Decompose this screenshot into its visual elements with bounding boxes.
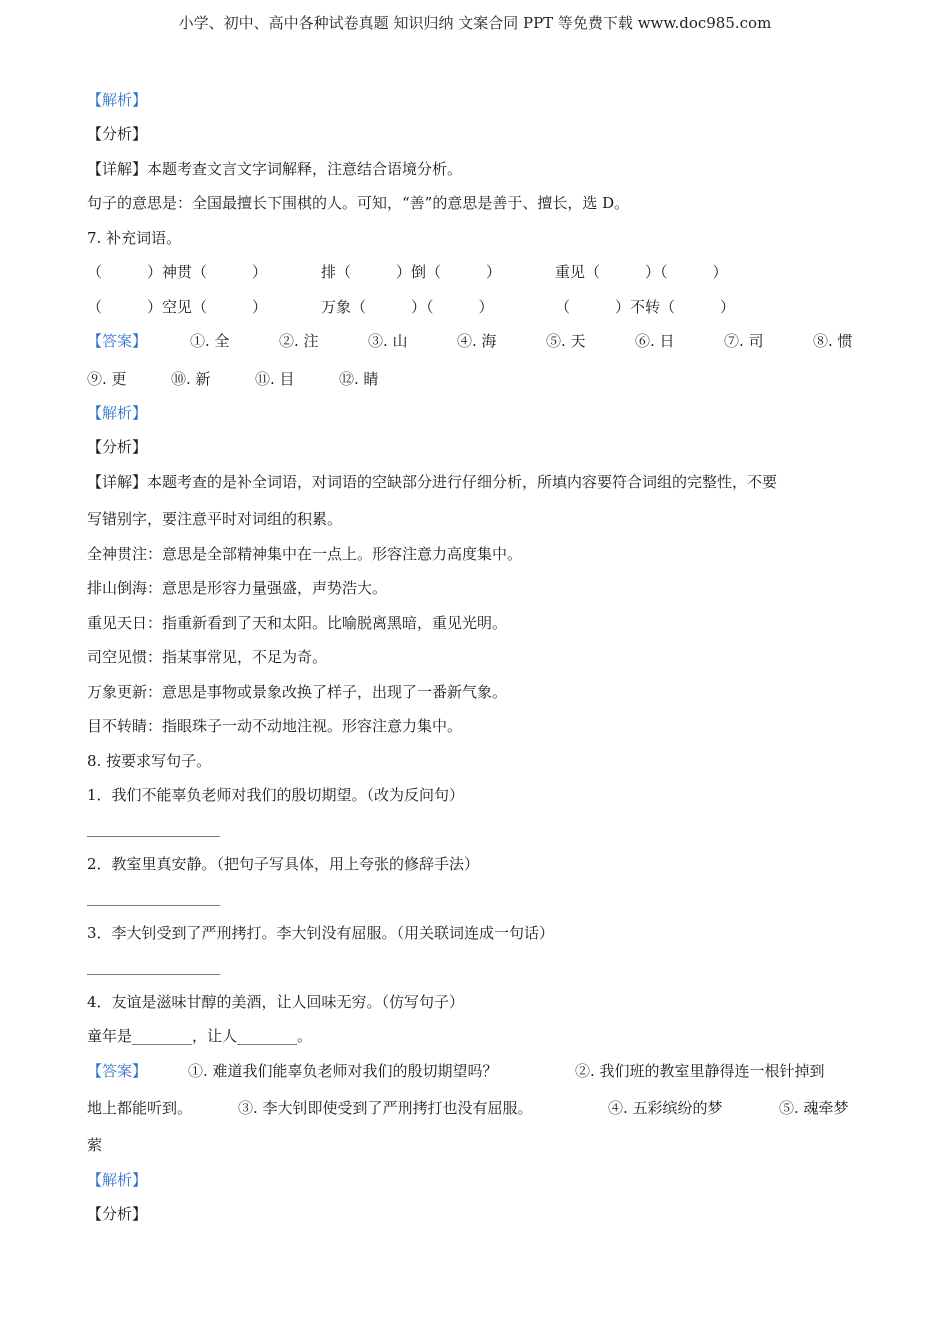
answer-blank-line [87, 905, 220, 906]
answer-item: ②. 注 [279, 332, 319, 350]
q8-item-2: 2．教室里真安静。（把句子写具体，用上夸张的修辞手法） [87, 855, 480, 873]
answer-label: 【答案】 [87, 332, 148, 350]
answer-label: 【答案】 [87, 1062, 148, 1080]
blank-phrase: 排（ ）倒（ ） [321, 263, 502, 281]
idiom-definition: 万象更新：意思是事物或景象改换了样子，出现了一番新气象。 [87, 683, 508, 701]
answer-item: ④. 五彩缤纷的梦 [608, 1099, 723, 1117]
question-8-title: 8. 按要求写句子。 [87, 752, 212, 770]
q8-fill-sentence: 童年是________，让人________。 [87, 1027, 313, 1045]
fenxi-label: 【分析】 [87, 125, 148, 143]
xiangjie-text: 【详解】本题考查文言文字词解释，注意结合语境分析。 [87, 160, 463, 178]
blank-phrase: （ ）神贯（ ） [87, 263, 268, 281]
answer-item: ⑫. 睛 [339, 370, 379, 388]
answer-item: ⑤. 魂牵梦 [779, 1099, 849, 1117]
q7-row-2 [87, 296, 863, 318]
jiexi-label: 【解析】 [87, 404, 148, 422]
idiom-definition: 全神贯注：意思是全部精神集中在一点上。形容注意力高度集中。 [87, 545, 523, 563]
q8-item-4: 4．友谊是滋味甘醇的美酒，让人回味无穷。（仿写句子） [87, 993, 465, 1011]
answer-item: ⑧. 惯 [813, 332, 853, 350]
idiom-definition: 司空见惯：指某事常见，不足为奇。 [87, 648, 328, 666]
xiangjie-text-cont: 写错别字，要注意平时对词组的积累。 [87, 510, 343, 528]
answer-item: ③. 山 [368, 332, 408, 350]
fenxi-label: 【分析】 [87, 438, 148, 456]
q8-item-3: 3．李大钊受到了严刑拷打。李大钊没有屈服。（用关联词连成一句话） [87, 924, 555, 942]
answer-item: ⑦. 司 [724, 332, 764, 350]
jiexi-label: 【解析】 [87, 91, 148, 109]
page-header: 小学、初中、高中各种试卷真题 知识归纳 文案合同 PPT 等免费下载 www.doc985.com [178, 14, 772, 32]
idiom-definition: 排山倒海：意思是形容力量强盛，声势浩大。 [87, 579, 388, 597]
answer-item: ①. 全 [190, 332, 230, 350]
answer-item: ⑤. 天 [546, 332, 586, 350]
answer-item: ⑪. 目 [255, 370, 295, 388]
answer-item: ①. 难道我们能辜负老师对我们的殷切期望吗？ [188, 1062, 498, 1080]
idiom-definition: 重见天日：指重新看到了天和太阳。比喻脱离黑暗，重见光明。 [87, 614, 508, 632]
answer-item: ④. 海 [457, 332, 497, 350]
fenxi-label: 【分析】 [87, 1205, 148, 1223]
answer-item: ⑨. 更 [87, 370, 127, 388]
blank-phrase: （ ）空见（ ） [87, 298, 268, 316]
xiangjie-text: 【详解】本题考查的是补全词语，对词语的空缺部分进行仔细分析，所填内容要符合词组的完整性，不要 [87, 473, 778, 491]
jiexi-label: 【解析】 [87, 1171, 148, 1189]
blank-phrase: 重见（ ）（ ） [555, 263, 728, 281]
idiom-definition: 目不转睛：指眼珠子一动不动地注视。形容注意力集中。 [87, 717, 463, 735]
blank-phrase: （ ）不转（ ） [555, 298, 736, 316]
q8-item-1: 1．我们不能辜负老师对我们的殷切期望。（改为反问句） [87, 786, 465, 804]
answer-item: ③. 李大钊即使受到了严刑拷打也没有屈服。 [238, 1099, 533, 1117]
answer-item: 地上都能听到。 [87, 1099, 193, 1117]
q7-row-1 [87, 261, 863, 283]
blank-phrase: 万象（ ）（ ） [321, 298, 494, 316]
explain-text: 句子的意思是：全国最擅长下围棋的人。可知，“善”的意思是善于、擅长，选 D。 [87, 194, 630, 212]
answer-item: ②. 我们班的教室里静得连一根针掉到 [575, 1062, 825, 1080]
answer-blank-line [87, 836, 220, 837]
answer-item-cont: 萦 [87, 1136, 103, 1154]
answer-item: ⑩. 新 [171, 370, 211, 388]
answer-item: ⑥. 日 [635, 332, 675, 350]
answer-blank-line [87, 974, 220, 975]
question-7-title: 7. 补充词语。 [87, 229, 182, 247]
